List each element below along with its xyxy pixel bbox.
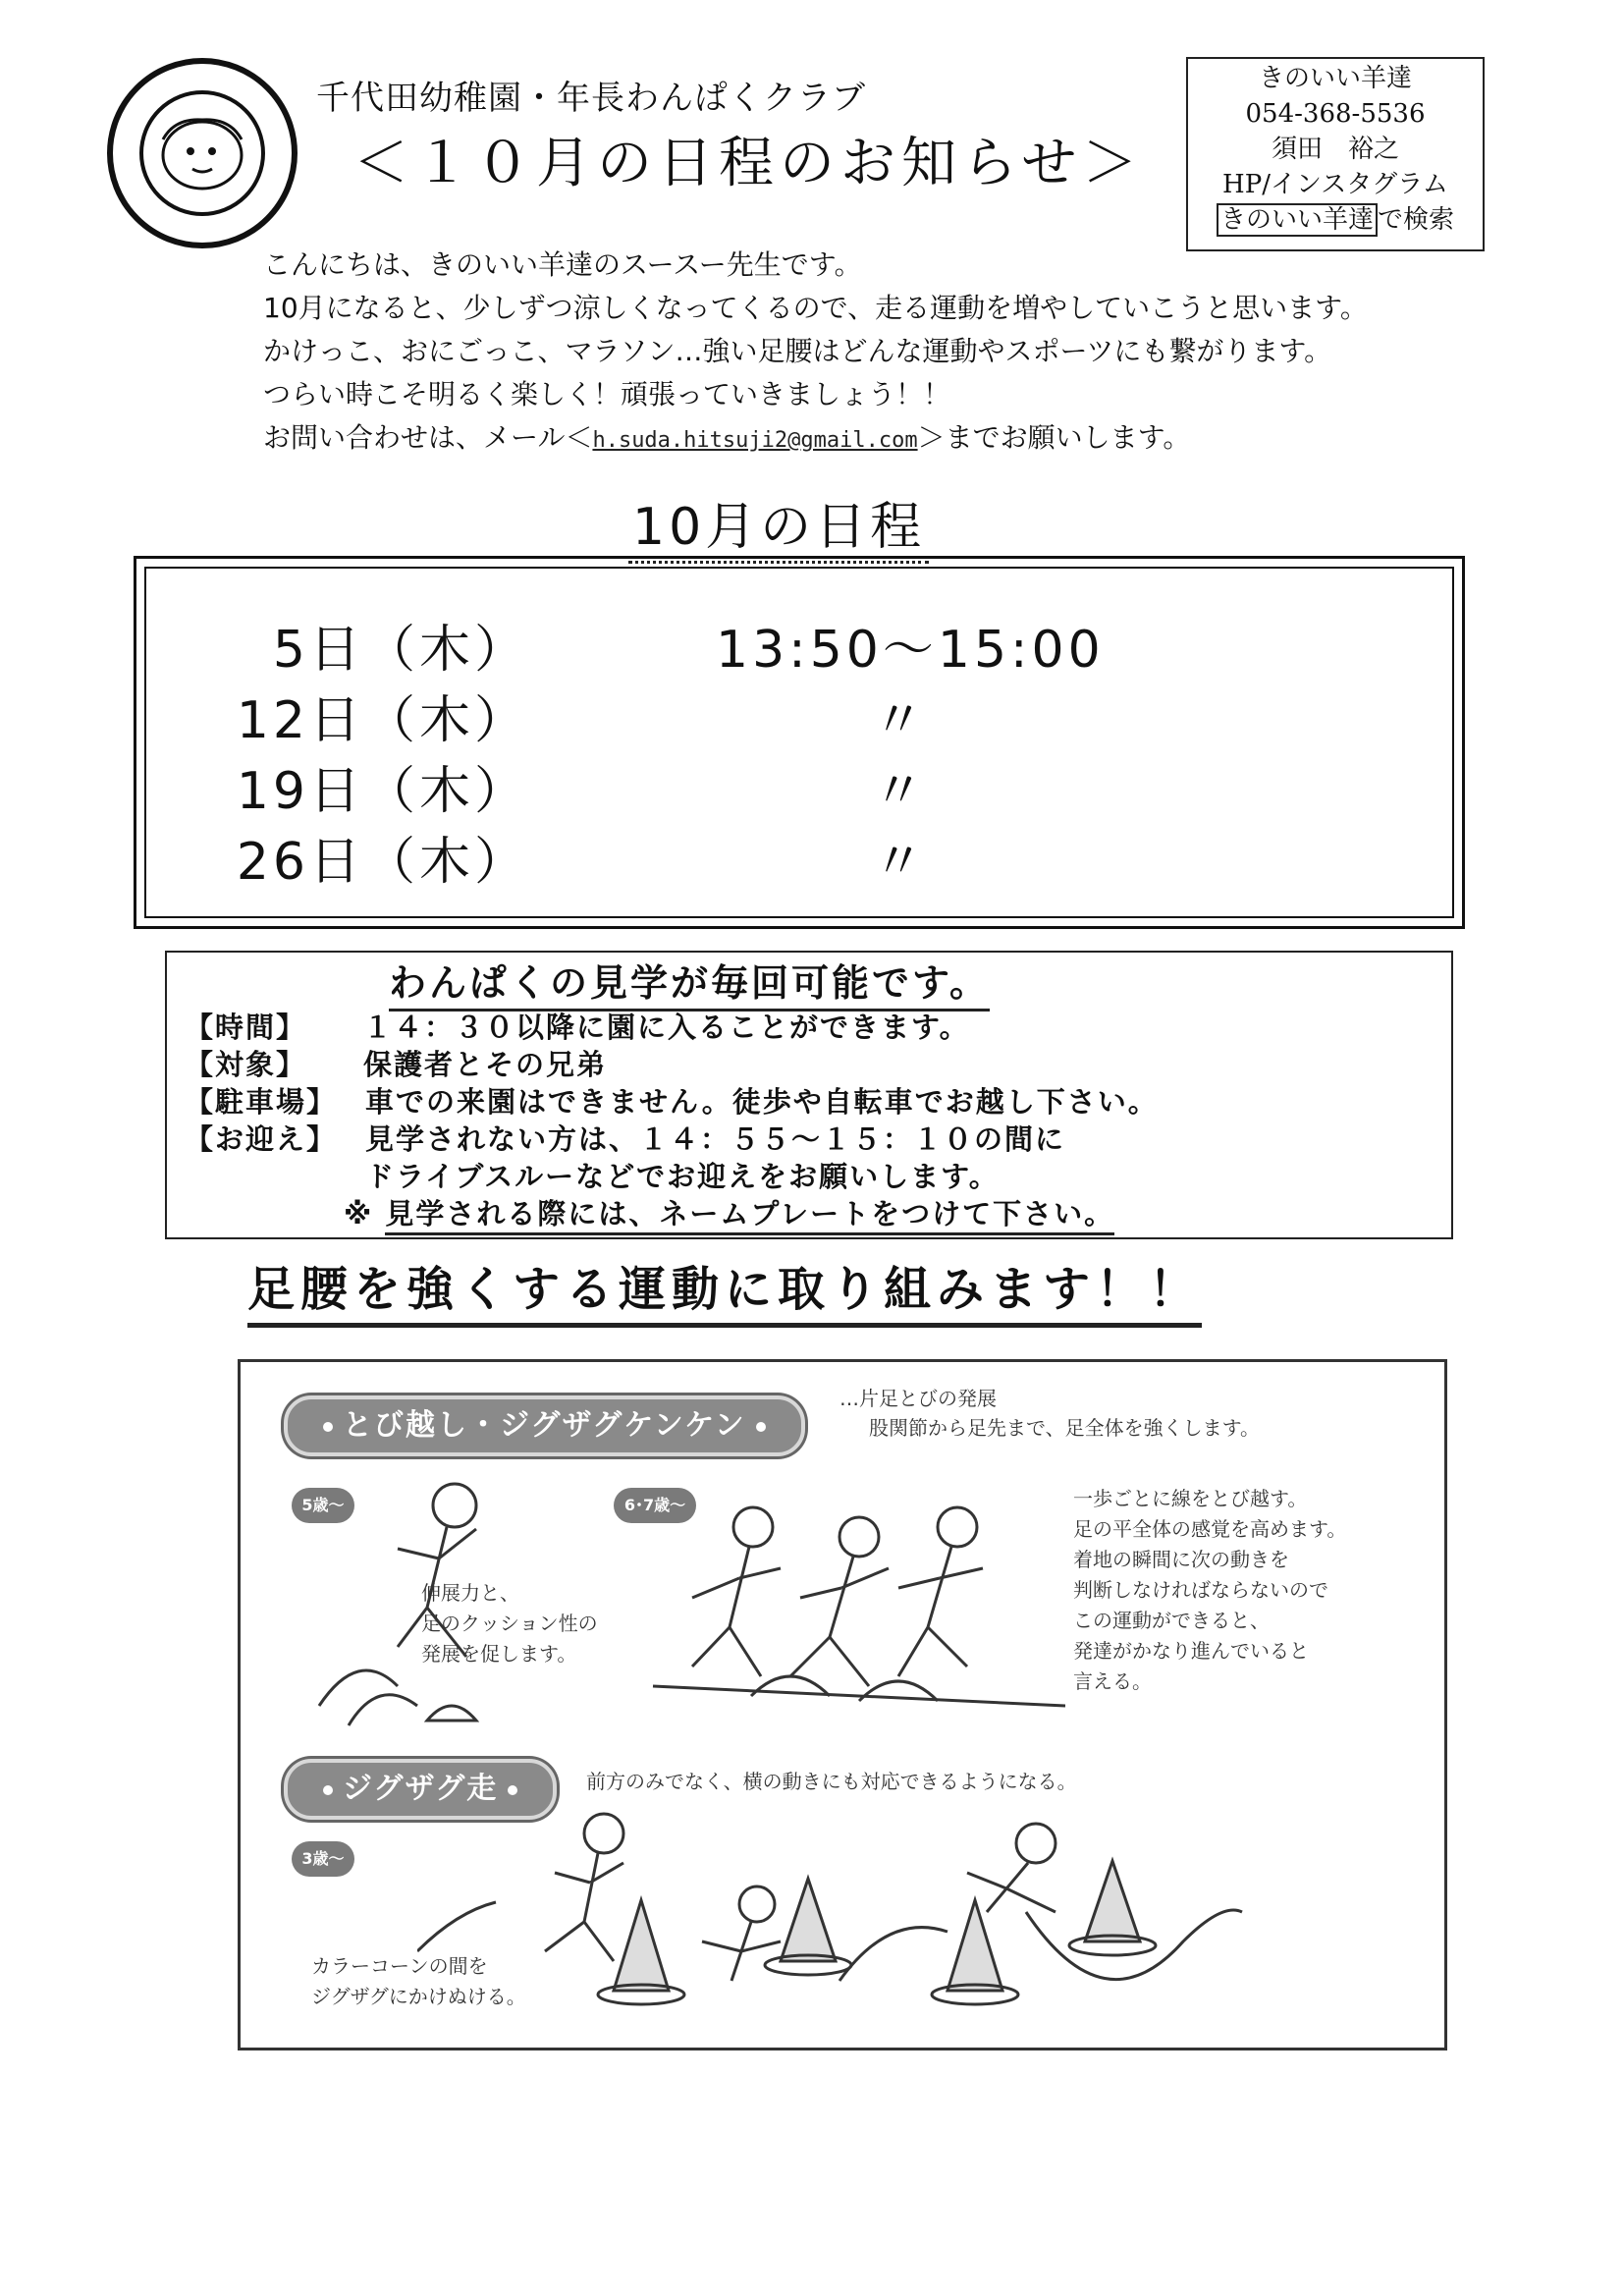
club-logo bbox=[106, 57, 298, 249]
visit-value: 見学されない方は、１４：５５〜１５：１０の間に bbox=[365, 1122, 1066, 1156]
intro-line: つらい時こそ明るく楽しく！頑張っていきましょう！！ bbox=[263, 378, 951, 410]
contact-box bbox=[1186, 57, 1485, 251]
visit-row bbox=[185, 1043, 607, 1083]
section2-subtitle: 前方のみでなく、横の動きにも対応できるようになる。 bbox=[586, 1770, 1077, 1793]
visit-row bbox=[185, 1118, 1065, 1158]
visit-info-box bbox=[165, 951, 1453, 1239]
schedule-box bbox=[134, 556, 1465, 929]
schedule-date: 12日（木） bbox=[236, 691, 529, 750]
zigzag-run-drawing bbox=[417, 1794, 1399, 2040]
visit-row bbox=[185, 1006, 970, 1046]
schedule-row bbox=[146, 679, 1452, 750]
visit-note-row bbox=[344, 1192, 1114, 1232]
schedule-row bbox=[146, 608, 1452, 680]
contact-search bbox=[1188, 202, 1483, 238]
schedule-row bbox=[146, 749, 1452, 821]
visit-key: 【駐車場】 bbox=[185, 1085, 338, 1119]
section1-label bbox=[284, 1395, 805, 1456]
schedule-time: 〃 bbox=[873, 691, 929, 750]
section1-subtitle2: 股関節から足先まで、足全体を強くします。 bbox=[869, 1416, 1260, 1440]
organization-name: 千代田幼稚園・年長わんぱくクラブ bbox=[316, 79, 866, 118]
search-term: きのいい羊達 bbox=[1217, 203, 1378, 237]
visit-value: １４：３０以降に園に入ることができます。 bbox=[363, 1011, 970, 1044]
contact-person: 須田 裕之 bbox=[1271, 135, 1399, 164]
age-badge: 6･7歳〜 bbox=[614, 1488, 696, 1523]
exercise-illustration-panel bbox=[238, 1359, 1447, 2050]
visit-key: 【対象】 bbox=[185, 1048, 307, 1081]
contact-name: きのいい羊達 bbox=[1258, 64, 1412, 93]
schedule-date: 5日（木） bbox=[272, 621, 529, 680]
schedule-date: 26日（木） bbox=[236, 833, 529, 892]
intro-line: かけっこ、おにごっこ、マラソン…強い足腰はどんな運動やスポーツにも繋がります。 bbox=[263, 335, 1332, 367]
jumping-figures-drawing bbox=[280, 1460, 1065, 1755]
page-title: ＜１０月の日程のお知らせ＞ bbox=[353, 132, 1144, 195]
visit-key: 【時間】 bbox=[185, 1011, 307, 1044]
search-suffix: で検索 bbox=[1378, 205, 1455, 235]
visit-note: 見学される際には、ネームプレートをつけて下さい。 bbox=[385, 1197, 1114, 1235]
section2-label-text: ジグザグ走 bbox=[343, 1772, 499, 1806]
email-link[interactable]: h.suda.hitsuji2@gmail.com bbox=[592, 428, 918, 453]
schedule-title: 10月の日程 bbox=[628, 485, 929, 564]
age-badge: 3歳〜 bbox=[292, 1841, 354, 1877]
schedule-time: 13:50〜15:00 bbox=[716, 621, 1105, 680]
caption-c: カラーコーンの間を ジグザグにかけぬける。 bbox=[311, 1954, 526, 2008]
visit-value: ドライブスルーなどでお迎えをお願いします。 bbox=[365, 1160, 1000, 1193]
intro-line bbox=[263, 416, 1368, 463]
contact-phone: 054-368-5536 bbox=[1245, 99, 1426, 129]
visit-title: わんぱくの見学が毎回可能です。 bbox=[389, 953, 990, 1011]
section1-subtitle: …片足とびの発展 bbox=[839, 1387, 997, 1410]
schedule-date: 19日（木） bbox=[236, 762, 529, 821]
contact-sns: HP/インスタグラム bbox=[1222, 170, 1448, 199]
visit-row bbox=[185, 1155, 1000, 1195]
intro-line: 10月になると、少しずつ涼しくなってくるので、走る運動を増やしていこうと思います。 bbox=[263, 292, 1368, 324]
caption-b: 一歩ごとに線をとび越す。 足の平全体の感覚を高めます。 着地の瞬間に次の動きを 判断しなければならないので この運動ができると、 発達がかなり進んでいると 言える。 bbox=[1073, 1487, 1347, 1693]
schedule-time: 〃 bbox=[873, 762, 929, 821]
schedule-row bbox=[146, 820, 1452, 892]
intro-text bbox=[263, 244, 1368, 463]
visit-key: 【お迎え】 bbox=[185, 1122, 338, 1156]
visit-value: 保護者とその兄弟 bbox=[363, 1048, 608, 1081]
caption-a: 伸展力と、 足のクッション性の 発展を促します。 bbox=[421, 1581, 598, 1666]
intro-line: こんにちは、きのいい羊達のスースー先生です。 bbox=[263, 248, 862, 281]
contact-suffix: ＞までお願いします。 bbox=[917, 421, 1191, 454]
schedule-time: 〃 bbox=[873, 833, 929, 892]
section1-label-text: とび越し・ジグザグケンケン bbox=[343, 1408, 746, 1443]
visit-row bbox=[185, 1080, 1159, 1121]
visit-value: 車での来園はできません。徒歩や自転車でお越し下さい。 bbox=[365, 1085, 1159, 1119]
exercise-headline: 足腰を強くする運動に取り組みます！！ bbox=[247, 1251, 1202, 1328]
note-mark: ※ bbox=[344, 1197, 374, 1230]
contact-prefix: お問い合わせは、メール＜ bbox=[263, 421, 593, 454]
age-badge: 5歳〜 bbox=[292, 1488, 354, 1523]
